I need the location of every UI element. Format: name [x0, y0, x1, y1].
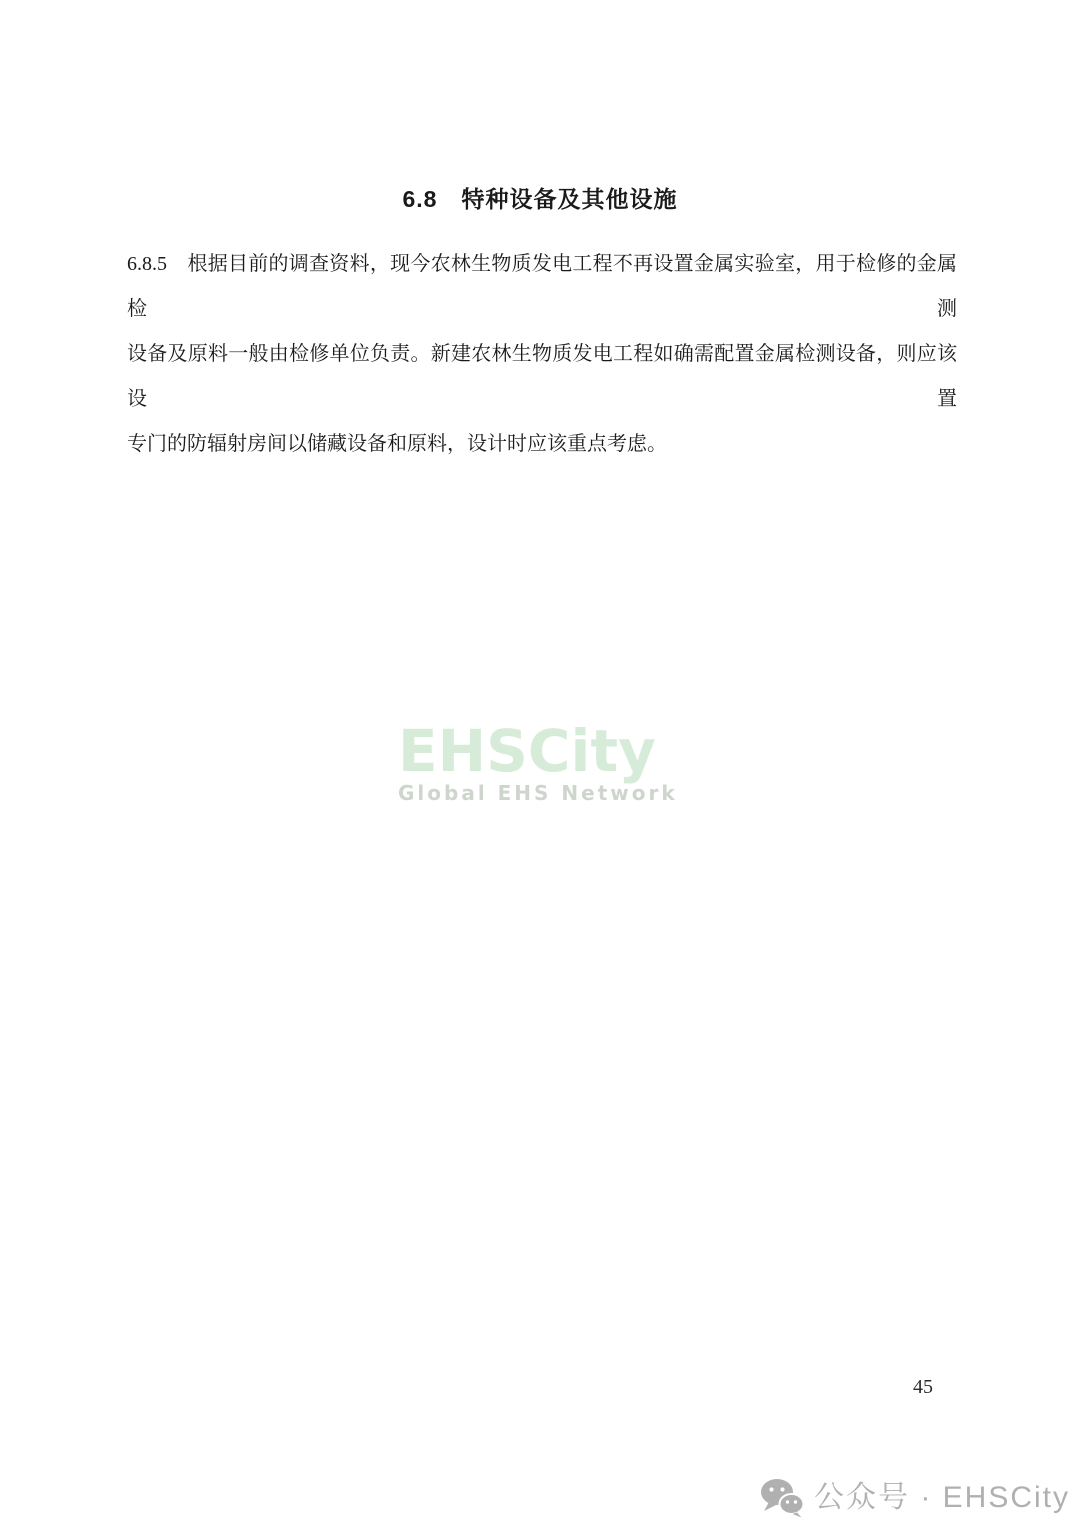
paragraph-line-1: 6.8.5 根据目前的调查资料，现今农林生物质发电工程不再设置金属实验室，用于检修的金属检测 [127, 253, 957, 320]
wechat-icon [760, 1478, 804, 1518]
body-paragraph [127, 242, 957, 467]
wechat-footer-label: 公众号 · EHSCity [814, 1481, 1071, 1514]
watermark [398, 717, 718, 805]
section-heading: 6.8 特种设备及其他设施 [402, 186, 678, 212]
wechat-footer [760, 1478, 1070, 1518]
watermark-title: EHSCity [398, 717, 656, 785]
watermark-subtitle: Global EHS Network [398, 781, 678, 805]
paragraph-line-3: 专门的防辐射房间以储藏设备和原料，设计时应该重点考虑。 [127, 433, 667, 455]
page-number: 45 [913, 1376, 933, 1398]
paragraph-line-2: 设备及原料一般由检修单位负责。新建农林生物质发电工程如确需配置金属检测设备，则应该设置 [127, 343, 957, 410]
